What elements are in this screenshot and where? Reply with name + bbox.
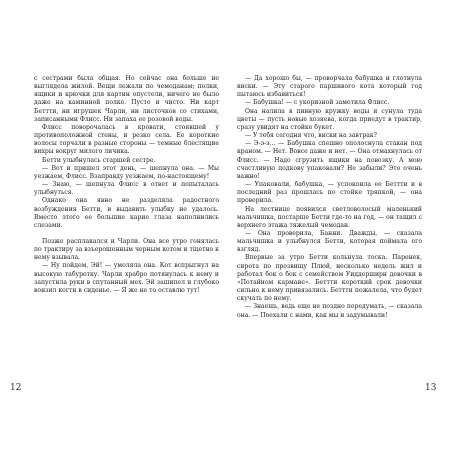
right-paragraph-4: — У тебя сегодня что, виски на завтрак? xyxy=(245,132,377,140)
right-page xyxy=(237,75,422,320)
right-paragraph-10: — Знаешь, ведь еще не поздно передумать, — сказала она. — Поехали с нами, как мы и задумывали! xyxy=(237,303,422,319)
left-paragraph-8: — Ну пойдем, Эй! — умоляла она. Кот вспрыгнул на высокую табуретку. Чарли храбро потянулась к нему и запустила руки в спутанный мех. Эй зашипел и глубоко вонзил когти в сиденье. — Я же не то оставлю тут! xyxy=(34,262,219,294)
left-page xyxy=(34,75,219,295)
left-paragraph-5: — Знаю, — шепнула Флисс в ответ и попыталась улыбнуться. xyxy=(34,181,219,197)
left-paragraph-1: с сестрами была общая. Но сейчас она больше не выглядела жилой. Вещи лежали по чемоданам; полки, ящики и крючки для картин опустели, ничего не было даже на каминной полке. Пусто и чисто. Ни карт Беттти, ни игрушек Чарли, ни листочков со стихами, записанными Флисс. Ни запаха ее розовой воды. xyxy=(34,75,219,123)
right-paragraph-5: — Э-э-э... — Бабушка спешно ополоснула стакан под краном. — Нет. Вовсе даже и нет. — Она отмахнулась от Флисс. — Надо сгрузить ящики на повозку. А мою счастливую подкову упаковали? Не забыли? Это очень важно! xyxy=(237,140,422,180)
right-paragraph-6: — Упаковали, бабушка, — успокоила ее Беттти и в последний раз прошлась по стойке тряпкой, — она проверила. xyxy=(237,181,422,205)
left-paragraph-3: Бетти улыбнулась старшей сестре. xyxy=(42,156,156,164)
left-paragraph-7: Позже расплакался и Чарли. Она все утро гонялась по трактиру за взъерошенным черным котом и тщетно к нему взывала. xyxy=(34,237,219,262)
right-paragraph-1: — Да хорошо бы, — проворчала бабушка и глотнула виски. — Эту старого паршивого кота который год пытаюсь избавиться! xyxy=(237,75,422,99)
left-paragraph-2: Флисс поворочалась в кровати, стоявшей у противоположной стены, и резко села. Ее короткие волосы торчали в разные стороны — темные блестящие вихры вокруг милого личика. xyxy=(34,123,219,156)
left-paragraph-6: Однако она явно не разделяла радостного возбуждения Бетти, и выдавить улыбку не удалось. Вместо этого ее большие карие глаза наполнились слезами. xyxy=(34,197,219,229)
right-paragraph-7: На лестнице появился светловолосый маленький мальчишка, постарше Бетти где-то на год, — он тащил с верхнего этажа тяжелый чемодан. xyxy=(237,205,422,229)
right-paragraph-8: — Она проверила, Банни. Дважды, — сказала мальчишка и улыбнулся Бетти, которая поймала его взгляд. xyxy=(237,229,422,254)
right-paragraph-3: Она налила в пивную кружку воды и сунула туда цветы — пусть новые хозяева, когда приедут в трактир, сразу увидят на стойке букет. xyxy=(237,107,422,131)
right-paragraph-9: Впервые за утро Бетти кольнула тоска. Паренек, сирота по прозвищу Плюй, несколько недель жил и работал бок о бок с семейством Уиддерширн девочки в «Потайном кармане». Беттти короткий срок девочки сильно к нему привязались. Беттти пожалела, что будет скучать по нему. xyxy=(237,254,422,303)
left-page-number: 12 xyxy=(10,383,22,393)
left-paragraph-4: — Вот и пришел этот день, — шепнула она. — Мы уезжаем, Флисс. Взаправду уезжаем, по-настоящему! xyxy=(34,164,219,180)
right-page-number: 13 xyxy=(425,383,437,393)
right-paragraph-2: — Бабушка! — с укоризной заметила Флисс. xyxy=(245,99,390,107)
